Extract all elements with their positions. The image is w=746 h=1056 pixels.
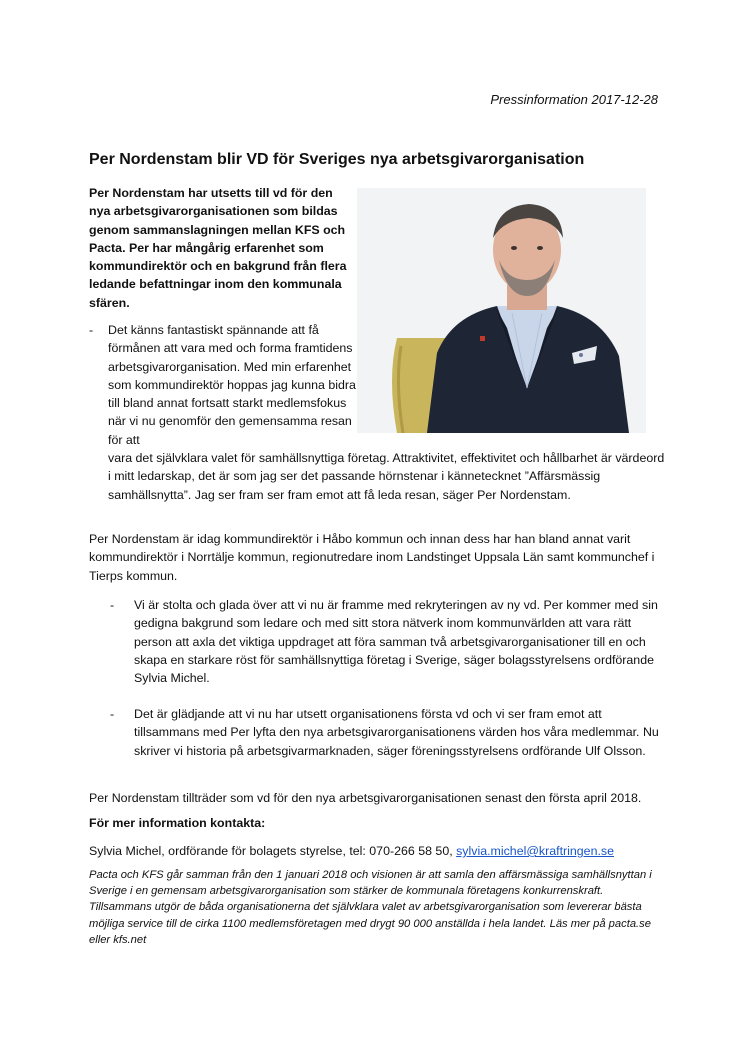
quote1-text-top: Det känns fantastiskt spännande att få förmånen att vara med och forma framtidens arbetsgivarorganisation. Med min erfarenhet som kommundirektör hoppas jag kunna bidra till bland annat fortsatt starkt medlemsfokus när vi nu genomför den gemensamma resan för att [108,323,356,447]
contact-text: Sylvia Michel, ordförande för bolagets styrelse, tel: 070-266 58 50, [89,844,457,858]
quote1-dash: - [89,323,94,337]
boilerplate-footer: Pacta och KFS går samman från den 1 januari 2018 och visionen är att samla den affärsmässiga samhällsnyttan i Sverige i en gemensam arbetsgivarorganisation som stärker de kommunala företagens konkurrenskraft. Tillsammans utgör de båda organisationerna det självklara valet av arbetsgivarorganisation som levererar bästa möjliga service till de cirka 1100 medlemsföretagen med drygt 90 000 anställda i hela landet. Läs mer på pacta.se eller kfs.net [89,869,652,946]
start-date-paragraph: Per Nordenstam tillträder som vd för den nya arbetsgivarorganisationen senast den första april 2018. [89,791,642,805]
headline: Per Nordenstam blir VD för Sveriges nya arbetsgivarorganisation [89,151,585,168]
contact-line [89,844,614,858]
quote1-text-rest: vara det självklara valet för samhällsnyttiga företag. Attraktivitet, effektivitet och hållbarhet är värdeord i mitt ledarskap, det är som jag ser det passande hörnstenar i kännetecknet ”Affärsmässig samhällsnytta”. Jag ser fram ser fram emot att få leda resan, säger Per Nordenstam. [108,451,665,502]
portrait-illustration [357,188,646,433]
bullet2-dash: - [110,707,115,721]
contact-heading: För mer information kontakta: [89,816,266,830]
bullet1-dash: - [110,598,115,612]
intro-paragraph: Per Nordenstam har utsetts till vd för den nya arbetsgivarorganisationen som bildas genom sammanslagningen mellan KFS och Pacta. Per har mångårig erfarenhet som kommundirektör och en bakgrund från flera ledande befattningar inom den kommunala sfären. [89,186,347,310]
portrait-photo [357,188,646,433]
press-dateline: Pressinformation 2017-12-28 [490,92,658,107]
bio-paragraph: Per Nordenstam är idag kommundirektör i Håbo kommun och innan dess har han bland annat varit kommundirektör i Norrtälje kommun, regionutredare inom Landstinget Uppsala Län samt kommunchef i Tierps kommun. [89,532,655,583]
bullet2-quote: Det är glädjande att vi nu har utsett organisationens första vd och vi ser fram emot att tillsammans med Per lyfta den nya arbetsgivarorganisationens värden hos våra medlemmar. Nu skriver vi historia på arbetsgivarmarknaden, säger föreningsstyrelsens ordförande Ulf Olsson. [134,707,659,758]
contact-email-link[interactable]: sylvia.michel@kraftringen.se [456,844,614,858]
bullet1-quote: Vi är stolta och glada över att vi nu är framme med rekryteringen av ny vd. Per kommer med sin gedigna bakgrund som ledare och med sitt stora nätverk inom kommunvärlden att vara rätt person att axla det viktiga uppdraget att föra samman två arbetsgivarorganisationer till en och skapa en starkare röst för samhällsnyttiga företag i Sverige, säger bolagsstyrelsens ordförande Sylvia Michel. [134,598,658,686]
